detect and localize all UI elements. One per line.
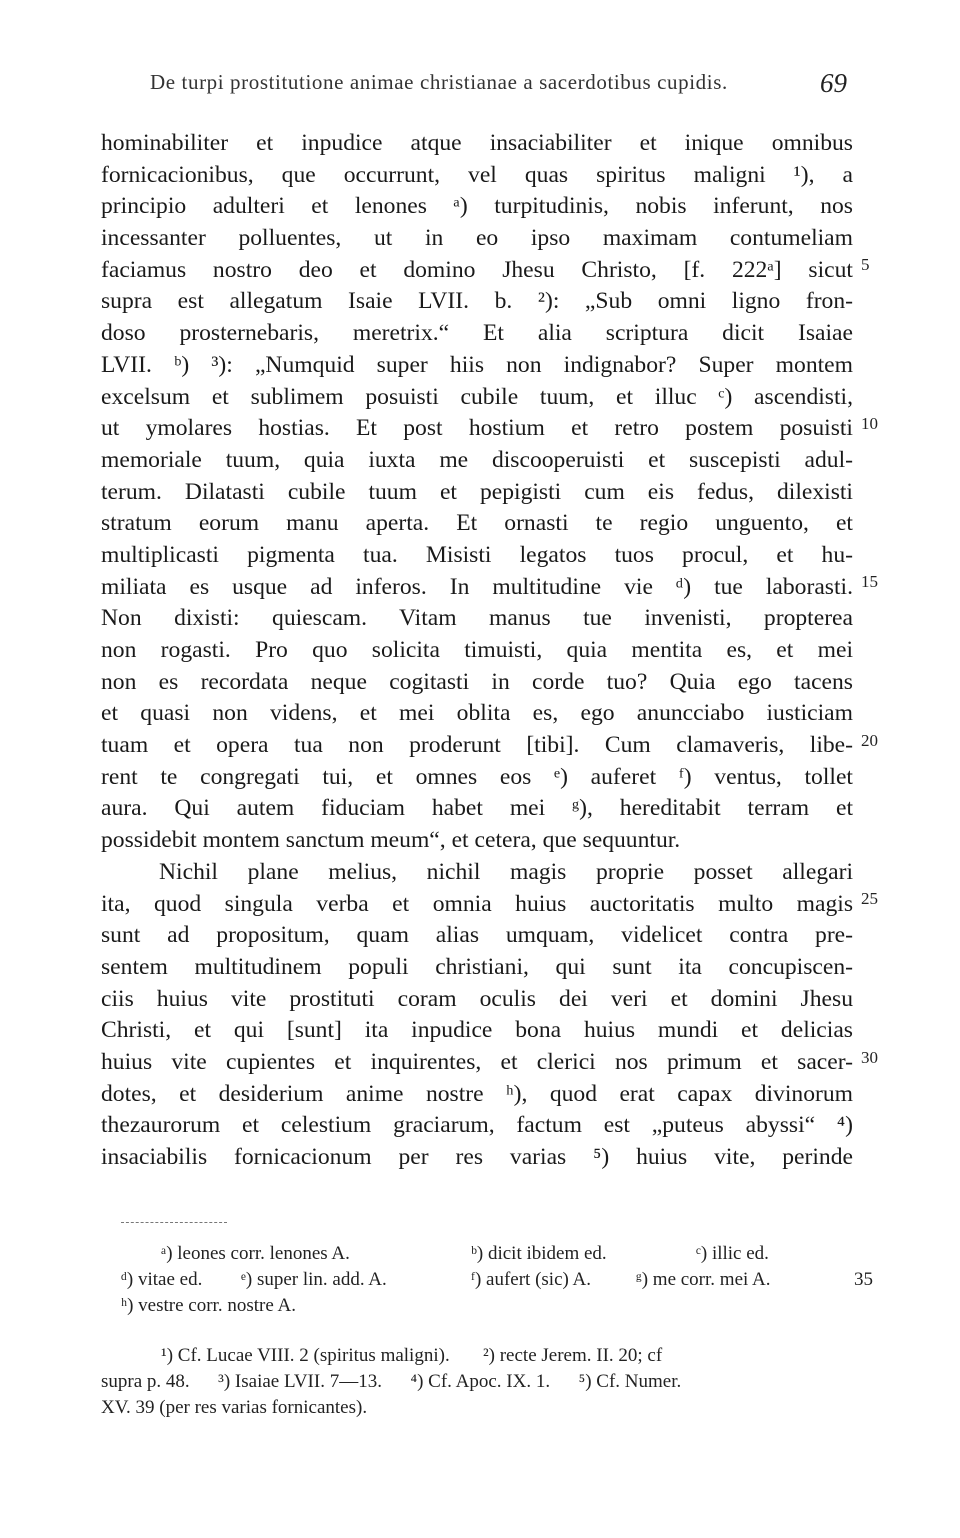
source-note-line: supra p. 48. ³) Isaiae LVII. 7—13. ⁴) Cf. Apoc. IX. 1. ⁵) Cf. Numer. [101, 1371, 682, 1392]
main-text [101, 128, 878, 1174]
text-line: ita, quod singula verba et omnia huius auctoritatis multo magis [101, 890, 853, 917]
text-line: principio adulteri et lenones ᵃ) turpitudinis, nobis inferunt, nos [101, 193, 853, 220]
text-line: ut ymolares hostias. Et post hostium et retro postem posuisti [101, 415, 853, 442]
text-line: rent te congregati tui, et omnes eos ᵉ) auferet ᶠ) ventus, tollet [101, 763, 853, 790]
note-row [101, 1241, 861, 1267]
text-line: ciis huius vite prostituti coram oculis dei veri et domini Jhesu [101, 985, 853, 1012]
text-line: possidebit montem sanctum meum“, et cetera, que sequuntur. [101, 827, 681, 854]
note-row [101, 1293, 861, 1319]
text-line: faciamus nostro deo et domino Jhesu Christo, [f. 222ᵃ] sicut [101, 256, 853, 283]
textual-note: ᵃ) leones corr. lenones A. [161, 1243, 350, 1264]
line-number: 10 [861, 414, 878, 433]
text-line: non rogasti. Pro quo solicita timuisti, quia mentita es, et mei [101, 637, 853, 663]
text-line: stratum eorum manu aperta. Et ornasti te regio unguento, et [101, 510, 853, 537]
line-number: 5 [861, 255, 870, 274]
text-line: incessanter polluentes, ut in eo ipso maximam contumeliam [101, 225, 853, 252]
text-line: Non dixisti: quiescam. Vitam manus tue invenisti, propterea [101, 605, 853, 632]
textual-note: ᵉ) super lin. add. A. [241, 1269, 387, 1290]
textual-note: ʰ) vestre corr. nostre A. [121, 1295, 296, 1316]
text-line: LVII. ᵇ) ³): „Numquid super hiis non indignabor? Super montem [101, 351, 853, 378]
text-line: dotes, et desiderium anime nostre ʰ), quod erat capax divinorum [101, 1080, 853, 1107]
text-line: memoriale tuum, quia iuxta me discooperuisti et suscepisti adul- [101, 446, 853, 473]
text-line: non es recordata neque cogitasti in corde tuo? Quia ego tacens [101, 668, 853, 695]
text-line: thezaurorum et celestium graciarum, factum est „puteus abyssi“ ⁴) [101, 1112, 853, 1139]
text-line: miliata es usque ad inferos. In multitudine vie ᵈ) tue laborasti. [101, 573, 853, 600]
text-line: doso prosternebaris, meretrix.“ Et alia scriptura dicit Isaiae [101, 320, 853, 347]
line-number: 25 [861, 889, 878, 908]
page-number: 69 [820, 68, 847, 98]
text-line: huius vite cupientes et inquirentes, et clerici nos primum et sacer- [101, 1048, 853, 1075]
text-line: et quasi non videns, et mei oblita es, ego anuncciabo iusticiam [101, 700, 853, 727]
text-line: sentem multitudinem populi christiani, qui sunt ita concupiscen- [101, 953, 853, 980]
text-line: excelsum et sublimem posuisti cubile tuum, et illuc ᶜ) ascendisti, [101, 383, 853, 410]
source-note-line: XV. 39 (per res varias fornicantes). [101, 1397, 368, 1418]
line-number: 30 [861, 1048, 878, 1067]
text-line: supra est allegatum Isaie LVII. b. ²): „Sub omni ligno fron- [101, 288, 853, 315]
text-line: aura. Qui autem fiduciam habet mei ᵍ), hereditabit terram et [101, 795, 853, 822]
text-line: terum. Dilatasti cubile tuum et pepigisti cum eis fedus, dilexisti [101, 478, 853, 505]
text-line: multiplicasti pigmenta tua. Misisti legatos tuos procul, et hu- [101, 541, 853, 568]
textual-notes [101, 1241, 873, 1319]
source-note-line: ¹) Cf. Lucae VIII. 2 (spiritus maligni). ²) recte Jerem. II. 20; cf [161, 1345, 663, 1366]
text-line: Christi, et qui [sunt] ita inpudice bona huius mundi et delicias [101, 1017, 853, 1044]
text-line: insaciabilis fornicacionum per res varias ⁵) huius vite, perinde [101, 1144, 853, 1170]
text-line: tuam et opera tua non proderunt [tibi]. Cum clamaveris, libe- [101, 732, 853, 759]
textual-note: ᵍ) me corr. mei A. [636, 1269, 771, 1290]
line-number: 20 [861, 731, 878, 750]
text-line: hominabiliter et inpudice atque insaciabiliter et inique omnibus [101, 130, 853, 156]
note-row [101, 1267, 873, 1293]
line-number: 35 [854, 1269, 873, 1290]
footnote-divider [121, 1222, 227, 1223]
running-title: De turpi prostitutione animae christianae a sacerdotibus cupidis. [150, 70, 728, 94]
text-line: sunt ad propositum, quam alias umquam, videlicet contra pre- [101, 922, 853, 949]
line-number: 15 [861, 572, 878, 591]
text-line: fornicacionibus, que occurrunt, vel quas spiritus maligni ¹), a [101, 161, 853, 188]
textual-note: ᶜ) illic ed. [696, 1243, 769, 1264]
textual-note: ᵇ) dicit ibidem ed. [471, 1243, 607, 1264]
text-line: Nichil plane melius, nichil magis proprie posset allegari [159, 858, 853, 885]
textual-note: ᶠ) aufert (sic) A. [471, 1269, 592, 1290]
textual-note: ᵈ) vitae ed. [121, 1269, 203, 1290]
source-notes [101, 1343, 861, 1421]
